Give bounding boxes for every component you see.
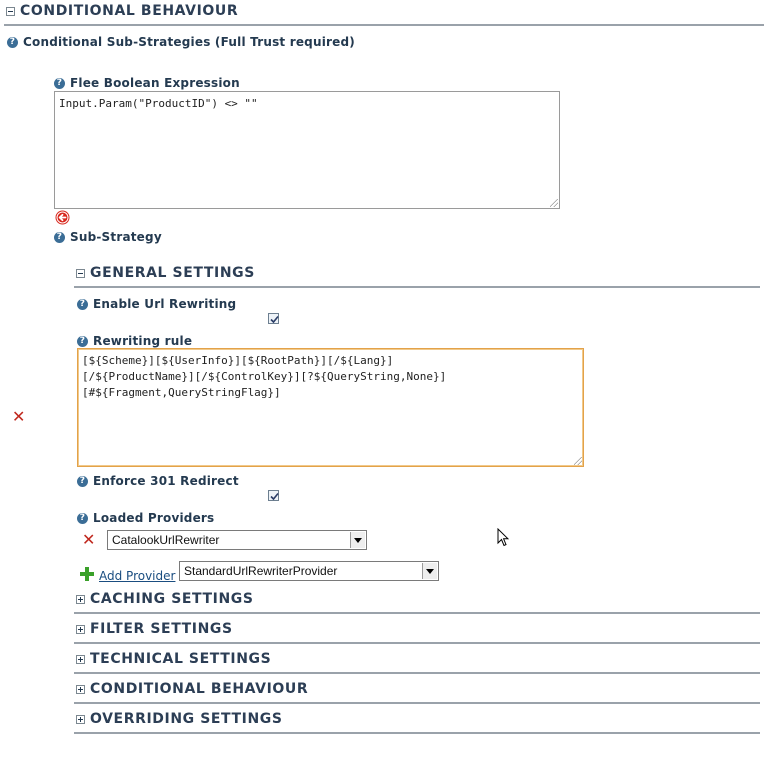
section-title: TECHNICAL SETTINGS xyxy=(90,651,272,667)
help-icon[interactable]: ? xyxy=(77,513,88,524)
chevron-down-icon[interactable] xyxy=(422,563,437,579)
section-overriding-settings[interactable] xyxy=(76,711,283,727)
section-title: CACHING SETTINGS xyxy=(90,591,254,607)
add-icon[interactable] xyxy=(80,566,94,580)
section-title: CONDITIONAL BEHAVIOUR xyxy=(90,681,309,697)
help-icon[interactable]: ? xyxy=(77,476,88,487)
section-conditional-behaviour-top[interactable] xyxy=(6,3,238,19)
chevron-down-icon[interactable] xyxy=(350,532,365,548)
checkmark-icon xyxy=(269,491,280,502)
rewriting-rule-label: ? Rewriting rule xyxy=(77,334,192,348)
expand-icon[interactable] xyxy=(76,715,85,724)
collapse-icon[interactable] xyxy=(6,7,15,16)
enforce-301-redirect-checkbox[interactable] xyxy=(268,490,279,501)
checkmark-icon xyxy=(269,314,280,325)
expand-icon[interactable] xyxy=(76,625,85,634)
help-icon[interactable]: ? xyxy=(54,78,65,89)
flee-boolean-expression-label: ? Flee Boolean Expression xyxy=(54,76,240,90)
section-title: OVERRIDING SETTINGS xyxy=(90,711,283,727)
help-icon[interactable]: ? xyxy=(77,299,88,310)
enforce-301-redirect-label: ? Enforce 301 Redirect xyxy=(77,474,239,488)
section-technical-settings[interactable] xyxy=(76,651,271,667)
section-divider xyxy=(74,732,760,734)
help-icon[interactable]: ? xyxy=(7,37,18,48)
collapse-icon[interactable] xyxy=(76,269,85,278)
section-divider xyxy=(4,24,764,26)
enable-url-rewriting-label: ? Enable Url Rewriting xyxy=(77,297,236,311)
resize-grip[interactable] xyxy=(550,199,558,207)
section-divider xyxy=(74,612,760,614)
remove-condition-icon[interactable] xyxy=(55,210,70,225)
add-provider-select[interactable]: StandardUrlRewriterProvider xyxy=(179,561,439,581)
conditional-sub-strategies-label: ? Conditional Sub-Strategies (Full Trust required) xyxy=(7,35,355,49)
sub-strategy-label: ? Sub-Strategy xyxy=(54,230,162,244)
expand-icon[interactable] xyxy=(76,655,85,664)
expand-icon[interactable] xyxy=(76,685,85,694)
section-divider xyxy=(74,702,760,704)
section-title: FILTER SETTINGS xyxy=(90,621,233,637)
section-conditional-behaviour[interactable] xyxy=(76,681,308,697)
expand-icon[interactable] xyxy=(76,595,85,604)
section-general-settings[interactable] xyxy=(76,265,255,281)
section-title: CONDITIONAL BEHAVIOUR xyxy=(20,3,239,19)
enable-url-rewriting-checkbox[interactable] xyxy=(268,313,279,324)
remove-provider-icon[interactable]: ✕ xyxy=(82,530,96,549)
help-icon[interactable]: ? xyxy=(54,232,65,243)
help-icon[interactable]: ? xyxy=(77,336,88,347)
add-provider-link[interactable]: Add Provider xyxy=(99,569,176,583)
section-title: GENERAL SETTINGS xyxy=(90,265,255,281)
remove-substrategy-icon[interactable]: ✕ xyxy=(12,407,26,426)
add-provider-row xyxy=(80,563,175,583)
section-divider xyxy=(74,672,760,674)
mouse-cursor-icon xyxy=(497,528,509,547)
section-filter-settings[interactable] xyxy=(76,621,233,637)
flee-expression-textarea[interactable]: Input.Param("ProductID") <> "" xyxy=(54,91,560,209)
rewriting-rule-textarea[interactable]: [${Scheme}][${UserInfo}][${RootPath}][/${Lang}] [/${ProductName}][/${ControlKey}][?${QueryString,None}] [#${Fragment,QueryStringFlag}] xyxy=(77,348,584,467)
section-divider xyxy=(74,642,760,644)
resize-grip[interactable] xyxy=(574,457,582,465)
section-divider xyxy=(74,286,760,288)
loaded-provider-select[interactable]: CatalookUrlRewriter xyxy=(107,530,367,550)
section-caching-settings[interactable] xyxy=(76,591,254,607)
loaded-providers-label: ? Loaded Providers xyxy=(77,511,214,525)
